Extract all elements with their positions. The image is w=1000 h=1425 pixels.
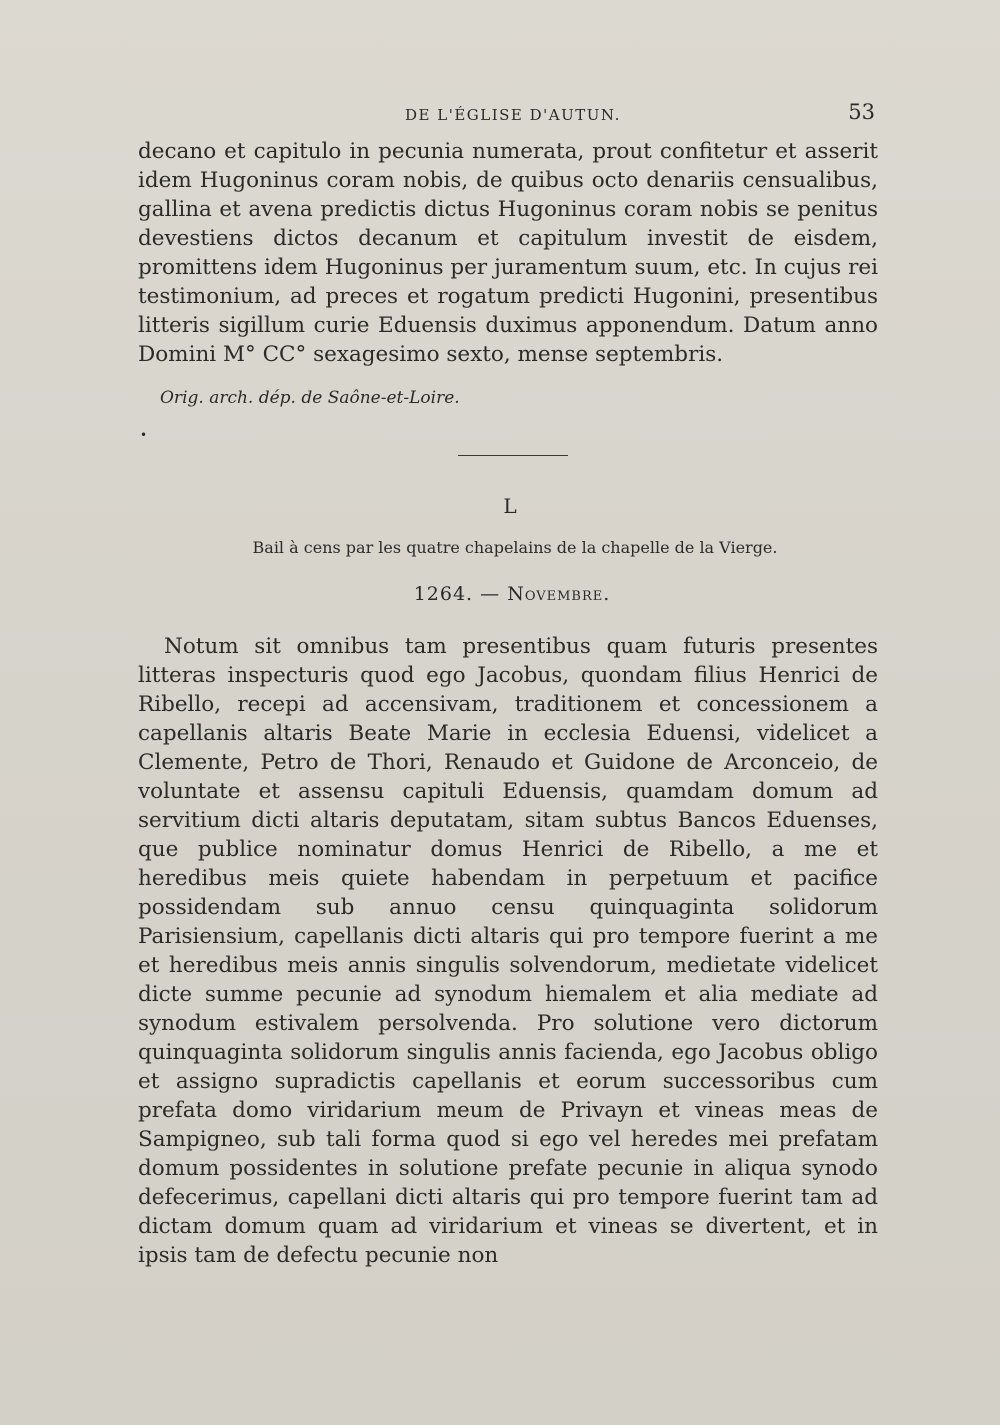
charter-49-text-block [138,137,878,369]
bullet-mark: • [140,428,148,442]
date-dash: — [480,583,501,605]
charter-50-text-block [138,632,878,1270]
page-number: 53 [848,100,875,124]
charter-numeral: L [503,494,517,518]
running-head [395,100,875,130]
source-note: Orig. arch. dép. de Saône-et-Loire. [160,388,460,408]
running-title: DE L'ÉGLISE D'AUTUN. [405,106,621,124]
charter-50-paragraph: Notum sit omnibus tam presentibus quam futuris presentes litteras inspecturis quod ego Jacobus, quondam filius Henrici de Ribello, recepi ad accensivam, traditionem et concessionem a capellanis altaris Beate Marie in ecclesia Eduensi, videlicet a Clemente, Petro de Thori, Renaudo et Guidone de Arconceio, de voluntate et assensu capituli Eduensis, quamdam domum ad servitium dicti altaris deputatam, sitam subtus Bancos Eduenses, que publice nominatur domus Henrici de Ribello, a me et heredibus meis quiete habendam in perpetuum et pacifice possidendam sub annuo censu quinquaginta solidorum Parisiensium, capellanis dicti altaris qui pro tempore fuerint a me et heredibus meis annis singulis solvendorum, medietate videlicet dicte summe pecunie ad synodum hiemalem et alia mediate ad synodum estivalem persolvenda. Pro solutione vero dictorum quinquaginta solidorum singulis annis facienda, ego Jacobus obligo et assigno supradictis capellanis et eorum successoribus cum prefata domo viridarium meum de Privayn et vineas meas de Sampigneo, sub tali forma quod si ego vel heredes mei prefatam domum possidentes in solutione prefate pecunie in aliqua synodo defecerimus, capellani dicti altaris qui pro tempore fuerint tam ad dictam domum quam ad viridarium et vineas se divertent, et in ipsis tam de defectu pecunie non [138,634,878,1268]
charter-month: Novembre. [507,583,611,605]
charter-49-paragraph: decano et capitulo in pecunia numerata, prout confitetur et asserit idem Hugoninus coram nobis, de quibus octo denariis censualibus, gallina et avena predictis dictus Hugoninus coram nobis se penitus devestiens dictos decanum et capitulum investit de eisdem, promittens idem Hugoninus per juramentum suum, etc. In cujus rei testimonium, ad preces et rogatum predicti Hugonini, presentibus litteris sigillum curie Eduensis duximus apponendum. Datum anno Domini M° CC° sexagesimo sexto, mense septembris. [138,139,878,367]
charter-date [0,583,1000,605]
charter-year: 1264. [413,583,474,605]
charter-rubric: Bail à cens par les quatre chapelains de la chapelle de la Vierge. [252,538,778,557]
section-divider-rule [458,455,568,456]
